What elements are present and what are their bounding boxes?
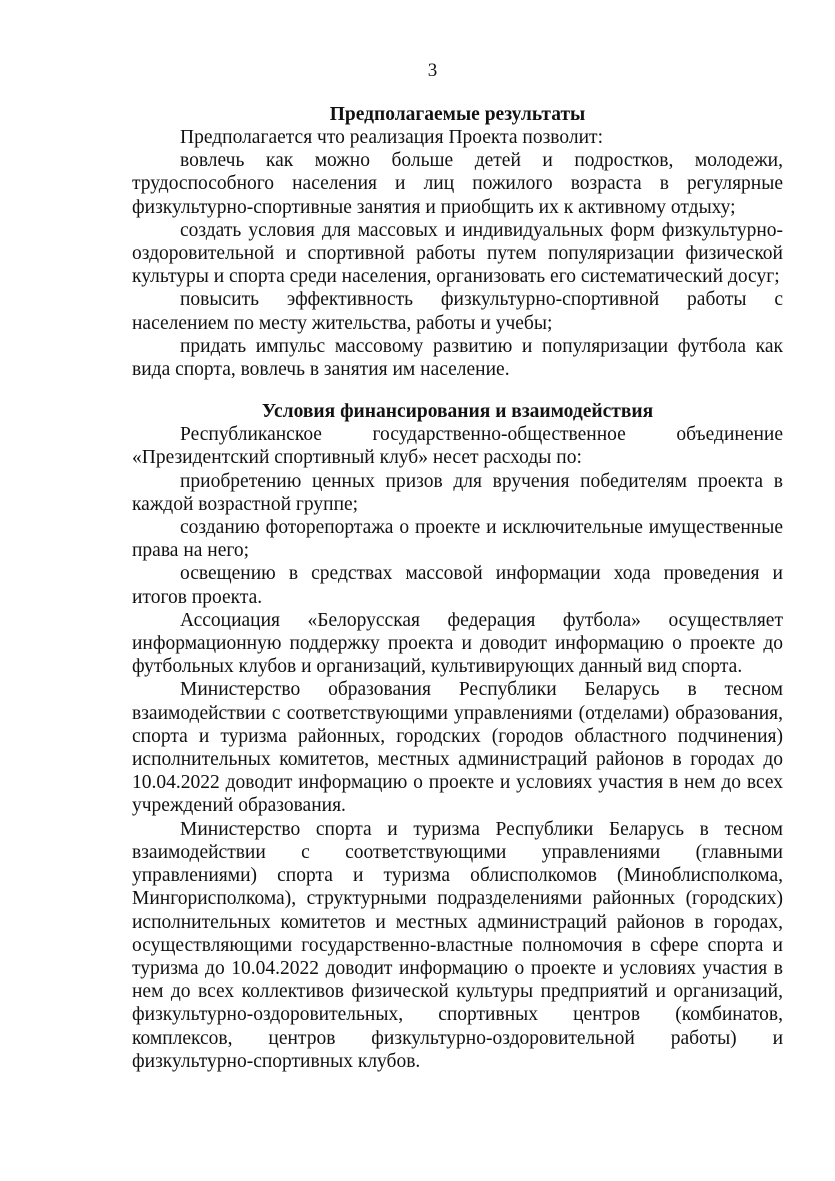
paragraph: придать импульс массовому развитию и популяризации футбола как вида спорта, вовлечь в занятия им население. [132, 335, 783, 381]
paragraph: созданию фоторепортажа о проекте и исключительные имущественные права на него; [132, 517, 783, 562]
paragraph: Министерство образования Республики Беларусь в тесном взаимодействии с соответствующими управлениями (отделами) образования, спорта и туризма районных, городских (городов областного подчинения) исполнительных комитетов, местных администраций районов в городах до 10.04.2022 доводит информацию о проекте и условиях участия в нем до всех учреждений образования. [132, 679, 783, 817]
paragraph: повысить эффективность физкультурно-спортивной работы с населением по месту жительства, работы и учебы; [132, 289, 783, 334]
paragraph: Министерство спорта и туризма Республики Беларусь в тесном взаимодействии с соответствующими управлениями (главными управлениями) спорта и туризма облисполкомов (Миноблисполкома, Мингорисполкома), структурными подразделениями районных (городских) исполнительных комитетов и местных администраций районов в городах, осуществляющими государственно-властные полномочия в сфере спорта и туризма до 10.04.2022 доводит информацию о проекте и условиях участия в нем до всех коллективов физической культуры предприятий и организаций, физкультурно-оздоровительных, спортивных центров (комбинатов, комплексов, центров физкультурно-оздоровительной работы) и физкультурно-спортивных клубов. [132, 818, 783, 1072]
paragraph: вовлечь как можно больше детей и подростков, молодежи, трудоспособного населения и лиц пожилого возраста в регулярные физкультурно-спортивные занятия и приобщить их к активному отдыху; [132, 150, 783, 218]
section-heading-financing-conditions: Условия финансирования и взаимодействия [261, 401, 654, 423]
paragraph: приобретению ценных призов для вручения победителям проекта в каждой возрастной группе; [132, 470, 783, 515]
paragraph: освещению в средствах массовой информации хода проведения и итогов проекта. [132, 563, 783, 608]
paragraph: создать условия для массовых и индивидуальных форм физкультурно-оздоровительной и спортивной работы путем популяризации физической культуры и спорта среди населения, организовать его систематический досуг; [132, 219, 783, 288]
paragraph: Предполагается что реализация Проекта позволит: [180, 127, 603, 148]
section-heading-expected-results: Предполагаемые результаты [329, 104, 586, 125]
paragraph: Ассоциация «Белорусская федерация футбола» осуществляет информационную поддержку проекта и доводит информацию о проекте до футбольных клубов и организаций, культивирующих данный вид спорта. [132, 609, 783, 678]
paragraph: Республиканское государственно-общественное объединение «Президентский спортивный клуб» несет расходы по: [132, 424, 783, 469]
page-number: 3 [427, 60, 438, 81]
